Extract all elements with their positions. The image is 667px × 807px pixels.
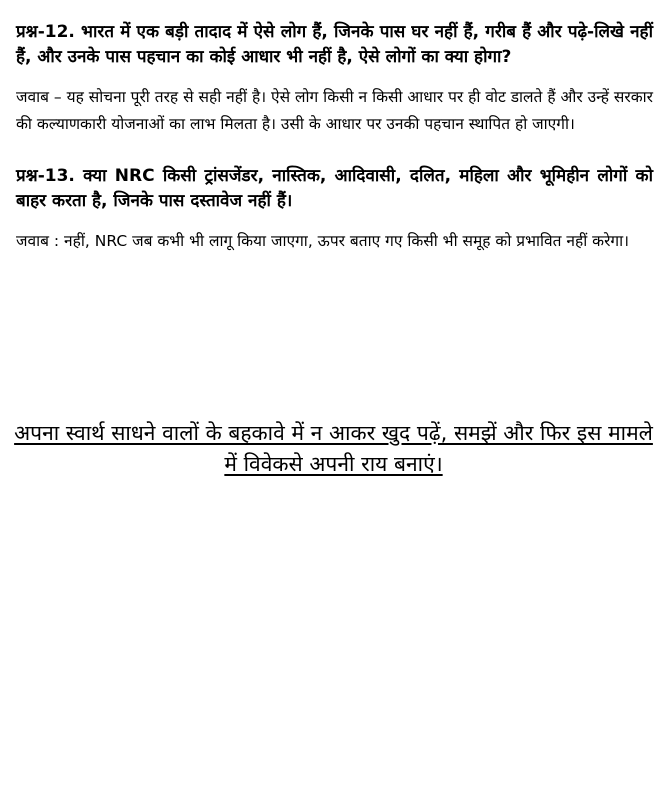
- closing-appeal: अपना स्वार्थ साधने वालों के बहकावे में न आकर खुद पढ़ें, समझें और फिर इस मामले में विवेकसे अपनी राय बनाएं।: [14, 421, 653, 476]
- question-13: प्रश्न-13. क्या NRC किसी ट्रांसजेंडर, नास्तिक, आदिवासी, दलित, महिला और भूमिहीन लोगों को बाहर करता है, जिनके पास दस्तावेज नहीं हैं।: [16, 166, 653, 211]
- qa-item-13: [16, 164, 653, 255]
- question-12: प्रश्न-12. भारत में एक बड़ी तादाद में ऐसे लोग हैं, जिनके पास घर नहीं हैं, गरीब हैं और पढ़े-लिखे नहीं हैं, और उनके पास पहचान का कोई आधार भी नहीं है, ऐसे लोगों का क्या होगा?: [16, 22, 653, 67]
- answer-12: जवाब – यह सोचना पूरी तरह से सही नहीं है। ऐसे लोग किसी न किसी आधार पर ही वोट डालते हैं और उन्हें सरकार की कल्याणकारी योजनाओं का लाभ मिलता है। उसी के आधार पर उनकी पहचान स्थापित हो जाएगी।: [16, 88, 653, 133]
- answer-13: जवाब : नहीं, NRC जब कभी भी लागू किया जाएगा, ऊपर बताए गए किसी भी समूह को प्रभावित नहीं करेगा।: [16, 232, 630, 250]
- qa-item-12: [16, 20, 653, 138]
